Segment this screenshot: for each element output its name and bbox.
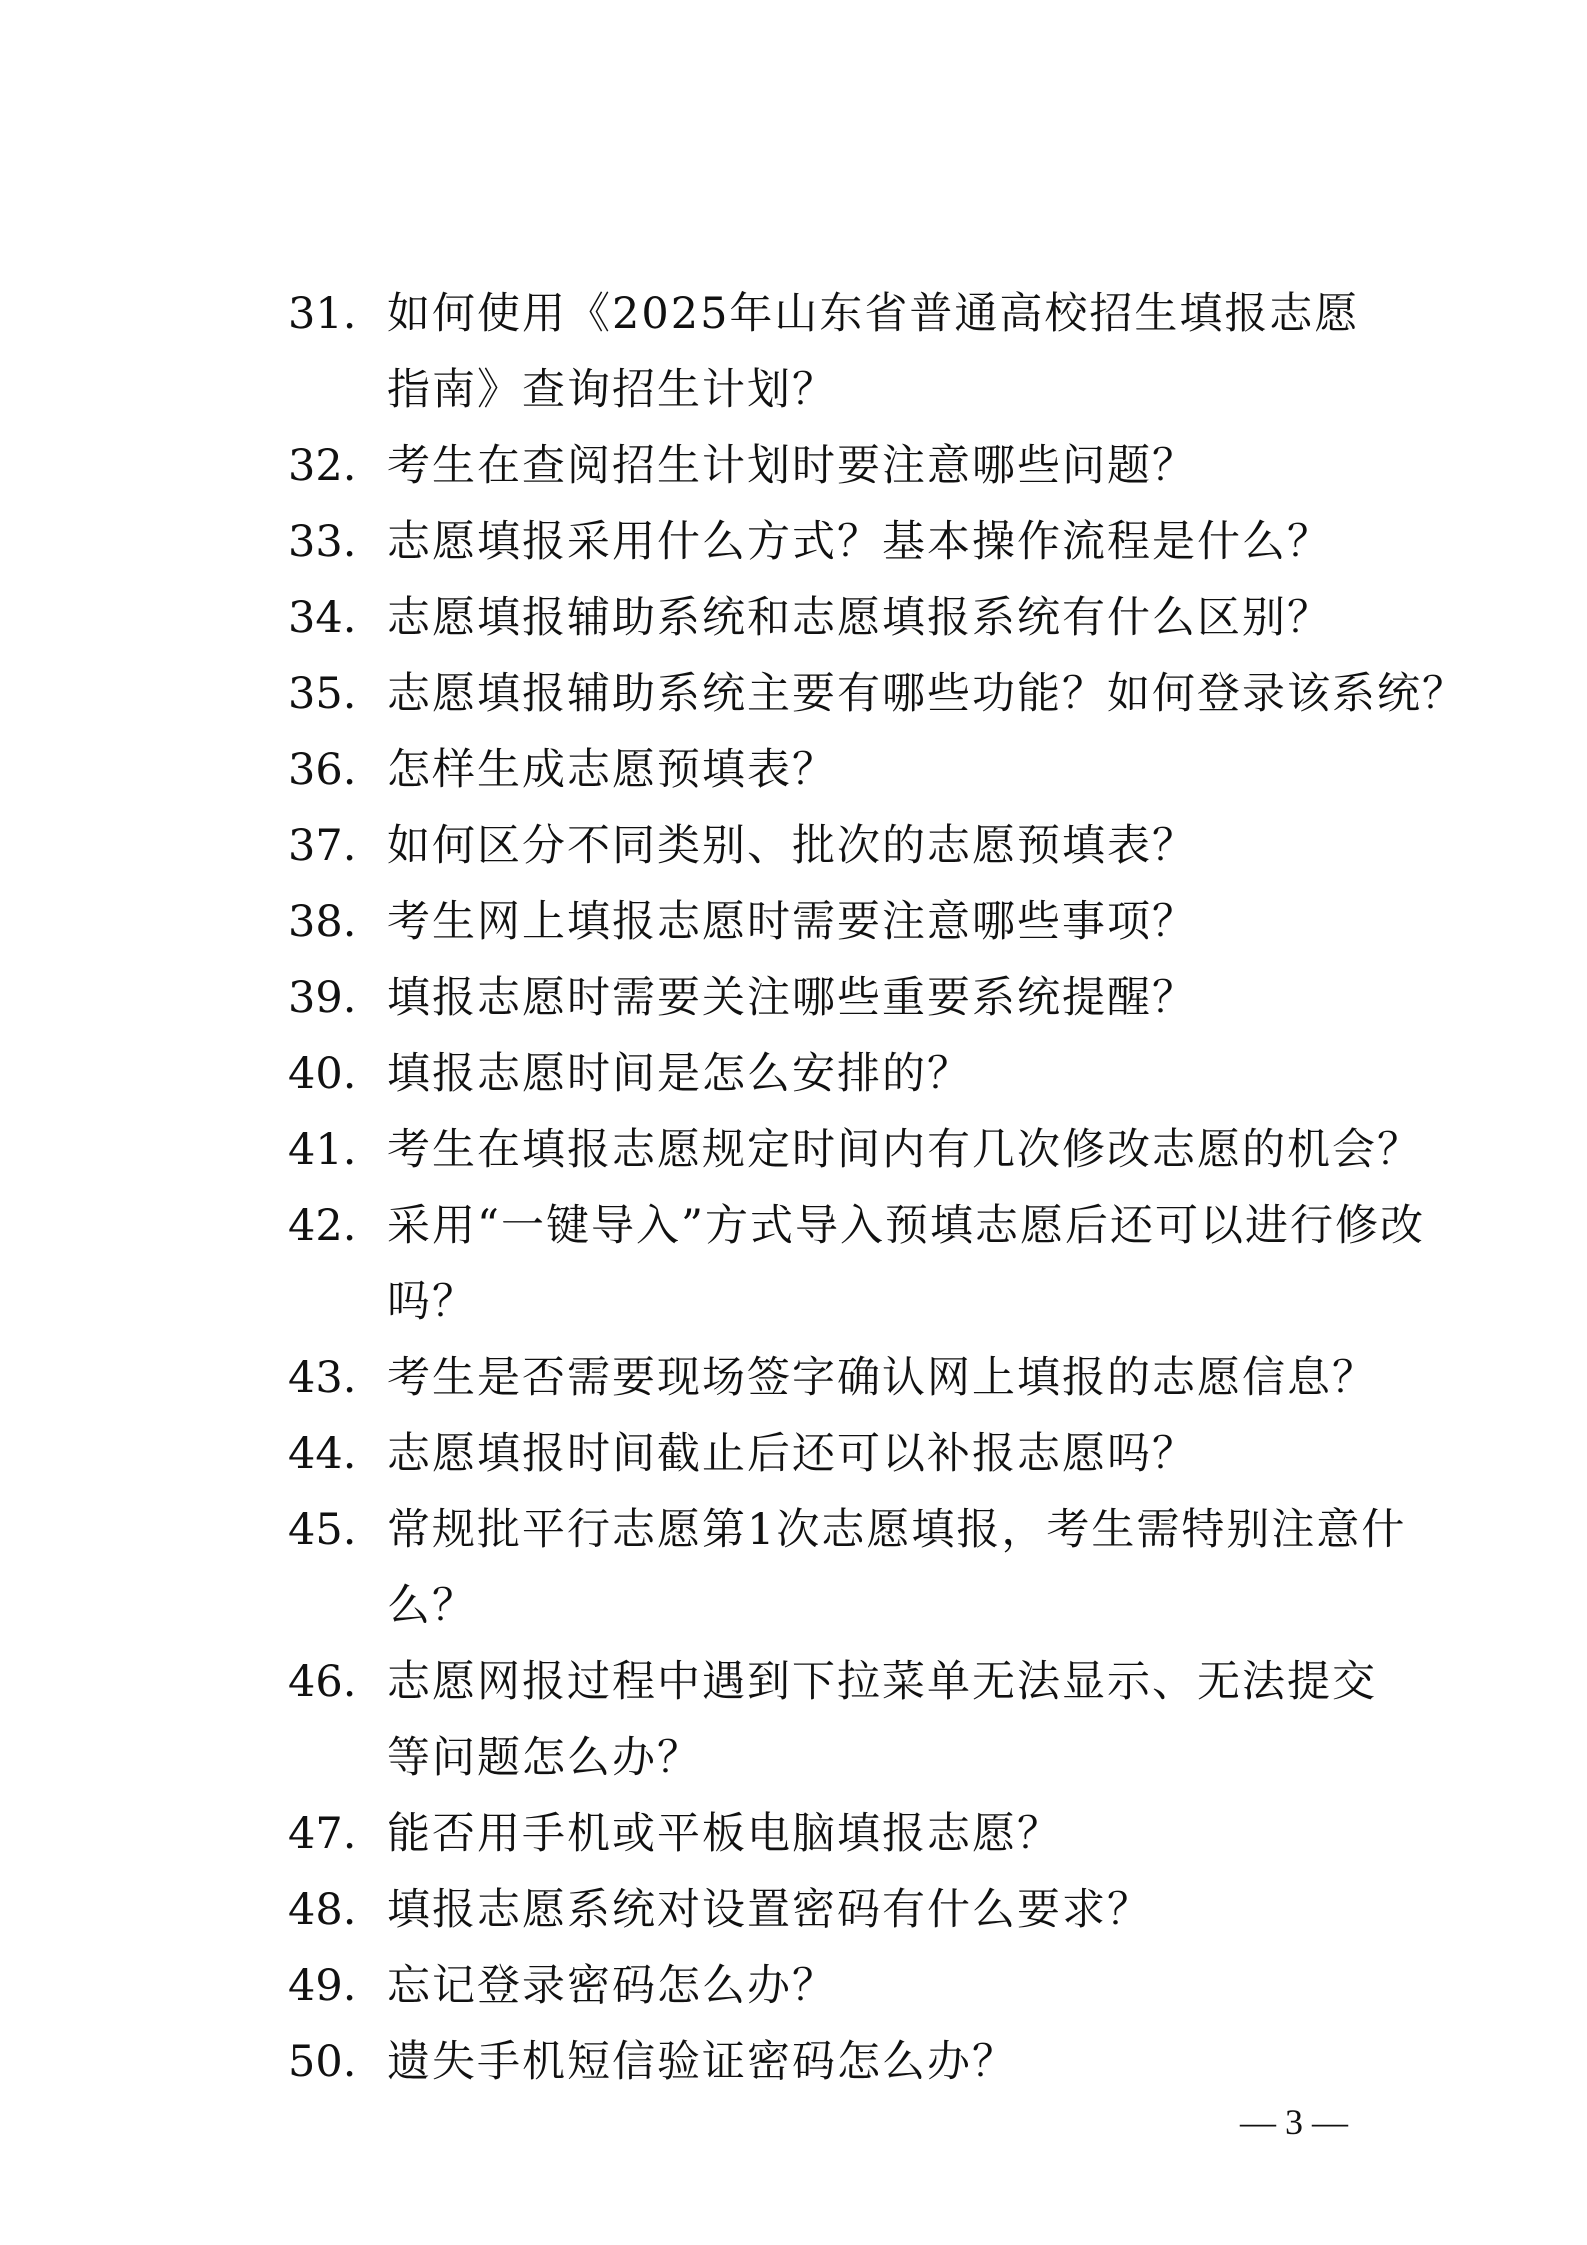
list-item-37 bbox=[0, 808, 1587, 884]
list-item-41 bbox=[0, 1112, 1587, 1188]
item-number: 33. bbox=[288, 517, 357, 567]
item-text: 考生在查阅招生计划时要注意哪些问题？ bbox=[387, 441, 1197, 491]
item-text: 常规批平行志愿第1次志愿填报，考生需特别注意什么？ bbox=[387, 1505, 1407, 1631]
item-text: 遗失手机短信验证密码怎么办？ bbox=[387, 2037, 1017, 2087]
list-item-40 bbox=[0, 1036, 1587, 1112]
item-number: 42. bbox=[288, 1201, 357, 1251]
item-number: 37. bbox=[288, 821, 357, 871]
item-number: 50. bbox=[288, 2037, 357, 2087]
item-text: 志愿填报辅助系统主要有哪些功能？如何登录该系统？ bbox=[387, 669, 1467, 719]
list-item-44 bbox=[0, 1416, 1587, 1492]
item-text: 志愿填报辅助系统和志愿填报系统有什么区别？ bbox=[387, 593, 1332, 643]
item-text: 填报志愿时间是怎么安排的？ bbox=[387, 1049, 972, 1099]
list-item-32 bbox=[0, 428, 1587, 504]
page-footer bbox=[1240, 2100, 1348, 2144]
list-item-50 bbox=[0, 2024, 1587, 2100]
item-number: 40. bbox=[288, 1049, 357, 1099]
item-number: 43. bbox=[288, 1353, 357, 1403]
item-text: 如何区分不同类别、批次的志愿预填表？ bbox=[387, 821, 1197, 871]
item-number: 39. bbox=[288, 973, 357, 1023]
item-number: 36. bbox=[288, 745, 357, 795]
list-item-39 bbox=[0, 960, 1587, 1036]
item-text: 怎样生成志愿预填表？ bbox=[387, 745, 837, 795]
item-text: 志愿填报采用什么方式？基本操作流程是什么？ bbox=[387, 517, 1332, 567]
list-item-45 bbox=[0, 1492, 1587, 1644]
item-number: 31. bbox=[288, 289, 357, 339]
list-item-49 bbox=[0, 1948, 1587, 2024]
item-text: 能否用手机或平板电脑填报志愿？ bbox=[387, 1809, 1062, 1859]
page-number: 3 bbox=[1285, 2102, 1303, 2142]
item-number: 46. bbox=[288, 1657, 357, 1707]
list-item-43 bbox=[0, 1340, 1587, 1416]
item-text: 填报志愿系统对设置密码有什么要求？ bbox=[387, 1885, 1152, 1935]
question-list bbox=[0, 276, 1587, 2100]
item-text: 考生是否需要现场签字确认网上填报的志愿信息？ bbox=[387, 1353, 1377, 1403]
item-number: 32. bbox=[288, 441, 357, 491]
item-text: 采用“一键导入”方式导入预填志愿后还可以进行修改吗？ bbox=[387, 1201, 1425, 1327]
dash-left: — bbox=[1240, 2102, 1276, 2142]
item-text: 填报志愿时需要关注哪些重要系统提醒？ bbox=[387, 973, 1197, 1023]
list-item-33 bbox=[0, 504, 1587, 580]
item-number: 44. bbox=[288, 1429, 357, 1479]
item-text: 如何使用《2025年山东省普通高校招生填报志愿指南》查询招生计划？ bbox=[387, 289, 1360, 415]
list-item-46 bbox=[0, 1644, 1587, 1796]
list-item-47 bbox=[0, 1796, 1587, 1872]
item-text: 志愿网报过程中遇到下拉菜单无法显示、无法提交等问题怎么办？ bbox=[387, 1657, 1377, 1783]
item-text: 忘记登录密码怎么办？ bbox=[387, 1961, 837, 2011]
item-number: 47. bbox=[288, 1809, 357, 1859]
list-item-31 bbox=[0, 276, 1587, 428]
list-item-35 bbox=[0, 656, 1587, 732]
list-item-36 bbox=[0, 732, 1587, 808]
item-number: 38. bbox=[288, 897, 357, 947]
dash-right: — bbox=[1312, 2102, 1348, 2142]
item-number: 45. bbox=[288, 1505, 357, 1555]
item-number: 48. bbox=[288, 1885, 357, 1935]
list-item-34 bbox=[0, 580, 1587, 656]
item-number: 35. bbox=[288, 669, 357, 719]
item-number: 34. bbox=[288, 593, 357, 643]
list-item-48 bbox=[0, 1872, 1587, 1948]
list-item-38 bbox=[0, 884, 1587, 960]
item-text: 考生网上填报志愿时需要注意哪些事项？ bbox=[387, 897, 1197, 947]
item-text: 考生在填报志愿规定时间内有几次修改志愿的机会？ bbox=[387, 1125, 1422, 1175]
item-text: 志愿填报时间截止后还可以补报志愿吗？ bbox=[387, 1429, 1197, 1479]
list-item-42 bbox=[0, 1188, 1587, 1340]
item-number: 41. bbox=[288, 1125, 357, 1175]
item-number: 49. bbox=[288, 1961, 357, 2011]
